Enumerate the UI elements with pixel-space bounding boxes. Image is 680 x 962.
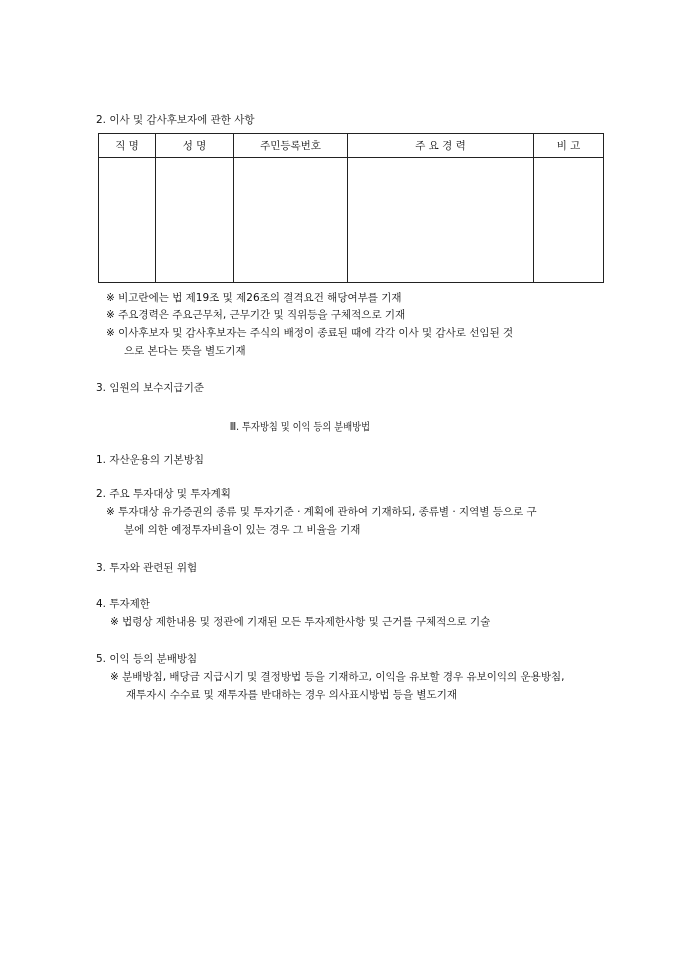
item-3-title: 3. 투자와 관련된 위험 [96, 562, 198, 574]
section-3-title: 3. 임원의 보수지급기준 [96, 382, 204, 394]
item-5-note-cont: 재투자시 수수료 및 재투자를 반대하는 경우 의사표시방법 등을 별도기재 [126, 689, 457, 701]
candidates-table [98, 133, 604, 283]
header-resident-number: 주민등록번호 [234, 134, 348, 158]
table-cell [234, 158, 348, 283]
item-5-title: 5. 이익 등의 분배방침 [96, 653, 198, 665]
table-cell [348, 158, 534, 283]
item-1-title: 1. 자산운용의 기본방침 [96, 454, 204, 466]
item-4-note: ※ 법령상 제한내용 및 정관에 기재된 모든 투자제한사항 및 근거를 구체적으로 기술 [110, 616, 491, 628]
header-name: 성 명 [156, 134, 234, 158]
note-candidates-cont: 으로 본다는 뜻을 별도기재 [124, 345, 246, 357]
table-header-row [99, 134, 604, 158]
header-remarks: 비 고 [534, 134, 604, 158]
note-remarks: ※ 비고란에는 법 제19조 및 제26조의 결격요건 해당여부를 기재 [106, 292, 402, 304]
item-5-note: ※ 분배방침, 배당금 지급시기 및 결정방법 등을 기재하고, 이익을 유보할 경우 유보이익의 운용방침, [110, 671, 565, 683]
table-row [99, 158, 604, 283]
part-3-heading: Ⅲ. 투자방침 및 이익 등의 분배방법 [229, 421, 371, 433]
item-2-note-cont: 분에 의한 예정투자비율이 있는 경우 그 비율을 기재 [124, 524, 361, 536]
note-candidates: ※ 이사후보자 및 감사후보자는 주식의 배정이 종료된 때에 각각 이사 및 감사로 선임된 것 [106, 327, 514, 339]
section-2-title: 2. 이사 및 감사후보자에 관한 사항 [96, 114, 255, 126]
table-cell [99, 158, 156, 283]
item-2-title: 2. 주요 투자대상 및 투자계획 [96, 488, 231, 500]
header-position: 직 명 [99, 134, 156, 158]
note-career: ※ 주요경력은 주요근무처, 근무기간 및 직위등을 구체적으로 기재 [106, 309, 406, 321]
table-cell [534, 158, 604, 283]
header-main-career: 주 요 경 력 [348, 134, 534, 158]
item-2-note: ※ 투자대상 유가증권의 종류 및 투자기준 · 계획에 관하여 기재하되, 종류별 · 지역별 등으로 구 [106, 506, 537, 518]
item-4-title: 4. 투자제한 [96, 598, 150, 610]
table-cell [156, 158, 234, 283]
